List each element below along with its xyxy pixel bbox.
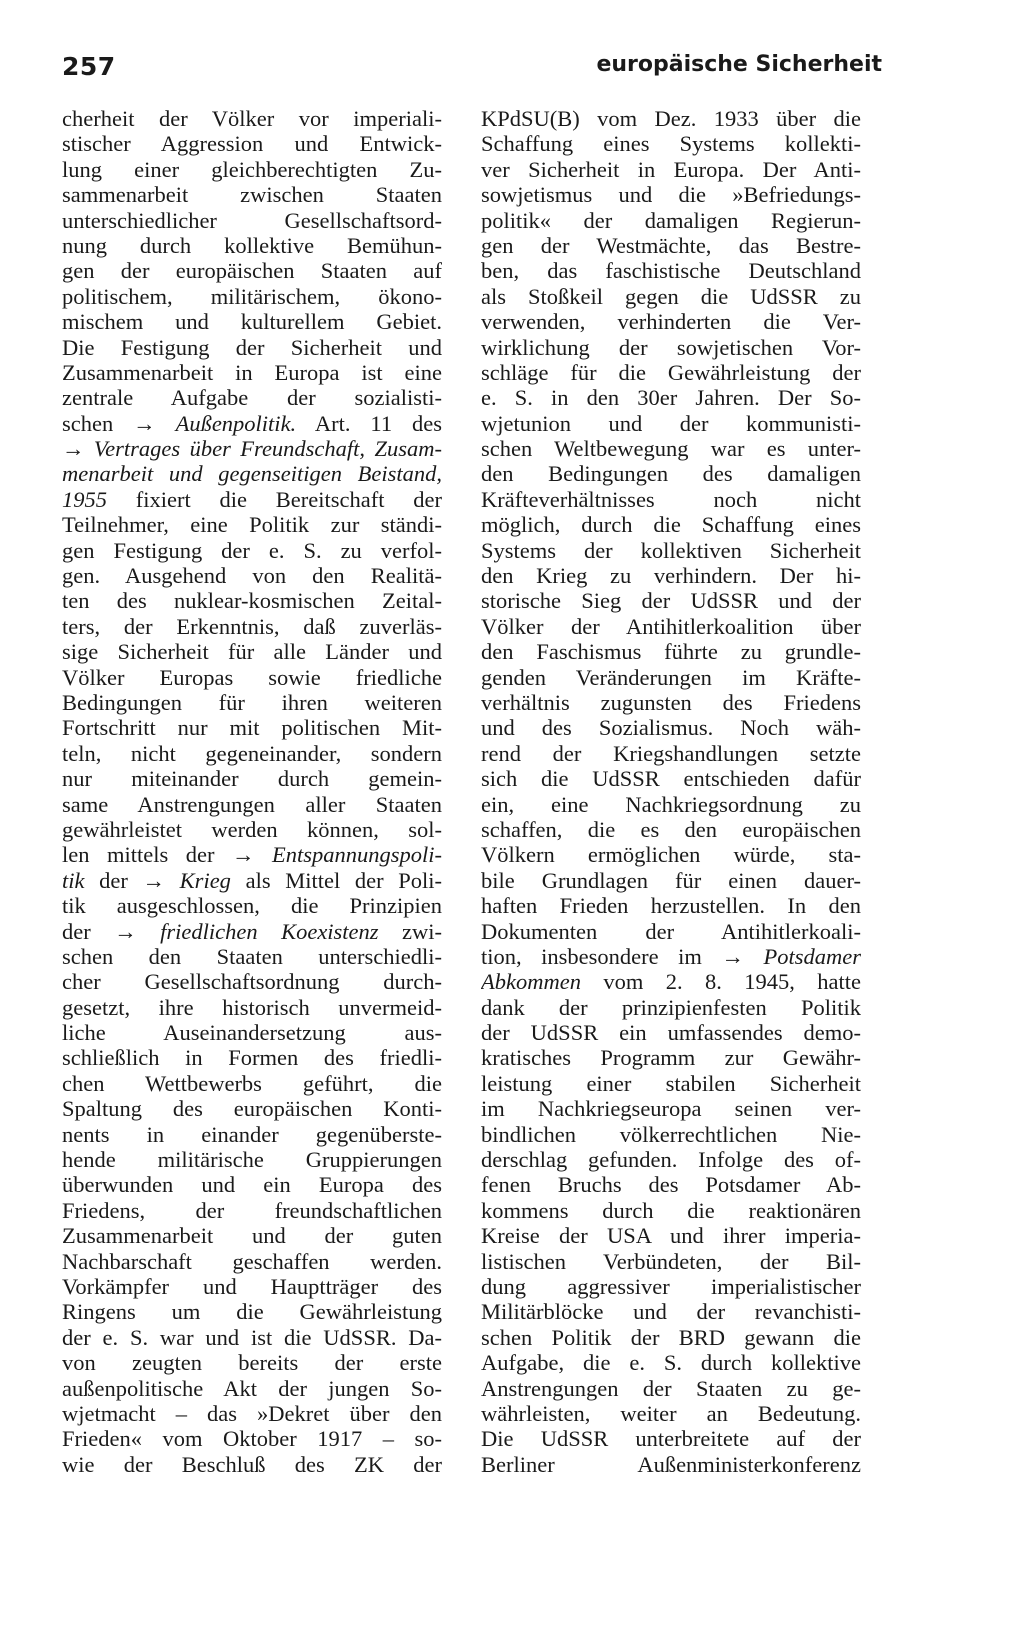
text-line: haften Frieden herzustellen. In den: [481, 893, 861, 919]
text-line: Dokumenten der Antihitlerkoali-: [481, 918, 861, 944]
arrow-icon: →: [62, 436, 85, 462]
text-segment: als Mittel der Poli-: [230, 867, 442, 893]
text-line: mischem und kulturellem Gebiet.: [62, 309, 442, 335]
text-line: politischem, militärischem, ökono-: [62, 283, 442, 309]
text-line: schließlich in Formen des friedli-: [62, 1045, 442, 1071]
text-line: [481, 944, 861, 969]
text-line: Die Festigung der Sicherheit und: [62, 334, 442, 360]
arrow-icon: →: [114, 918, 137, 944]
text-line: ver Sicherheit in Europa. Der Anti-: [481, 156, 861, 182]
text-line: unterschiedlicher Gesellschaftsord-: [62, 207, 442, 233]
text-line: schläge für die Gewährleistung der: [481, 359, 861, 385]
text-line: kratisches Programm zur Gewähr-: [481, 1045, 861, 1071]
text-line: Systems der kollektiven Sicherheit: [481, 537, 861, 563]
text-line: Ringens um die Gewährleistung: [62, 1299, 442, 1325]
text-segment: Art. 11 des: [296, 410, 442, 436]
text-line: [62, 461, 442, 486]
text-line: verhältnis zugunsten des Friedens: [481, 689, 861, 715]
text-line: genden Veränderungen im Kräfte-: [481, 664, 861, 690]
text-line: wie der Beschluß des ZK der: [62, 1451, 442, 1477]
cross-reference-entspannungspolitik-cont[interactable]: tik: [62, 867, 85, 893]
text-line: gen. Ausgehend von den Realitä-: [62, 563, 442, 589]
text-line: ben, das faschistische Deutschland: [481, 258, 861, 284]
text-line: Friedens, der freundschaftlichen: [62, 1197, 442, 1223]
text-line: Kreise der USA und ihrer imperia-: [481, 1223, 861, 1249]
text-line: Vorkämpfer und Hauptträger des: [62, 1273, 442, 1299]
text-line: Zusammenarbeit und der guten: [62, 1223, 442, 1249]
text-line: cher Gesellschaftsordnung durch-: [62, 969, 442, 995]
text-line: Berliner Außenministerkonferenz: [481, 1451, 861, 1477]
text-line: der UdSSR ein umfassendes demo-: [481, 1020, 861, 1046]
text-line: Anstrengungen der Staaten zu ge-: [481, 1375, 861, 1401]
text-line: Frieden« vom Oktober 1917 – so-: [62, 1426, 442, 1452]
text-line: wjetunion und der kommunisti-: [481, 410, 861, 436]
text-line: teln, nicht gegeneinander, sondern: [62, 740, 442, 766]
text-segment: zwi-: [378, 918, 442, 944]
text-line: same Anstrengungen aller Staaten: [62, 791, 442, 817]
text-line: außenpolitische Akt der jungen So-: [62, 1375, 442, 1401]
text-line: zentrale Aufgabe der sozialisti-: [62, 385, 442, 411]
text-line: Nachbarschaft geschaffen werden.: [62, 1248, 442, 1274]
text-line: Spaltung des europäischen Konti-: [62, 1096, 442, 1122]
arrow-icon: →: [721, 943, 744, 969]
text-line: gen Festigung der e. S. zu verfol-: [62, 537, 442, 563]
text-line: sowjetismus und die »Befriedungs-: [481, 182, 861, 208]
text-line: Zusammenarbeit in Europa ist eine: [62, 359, 442, 385]
cross-reference-aussenpolitik[interactable]: Außenpolitik.: [175, 410, 297, 436]
text-line: [62, 411, 442, 436]
text-line: schen den Staaten unterschiedli-: [62, 943, 442, 969]
running-head: europäische Sicherheit: [596, 52, 882, 77]
cross-reference-vertrag-year[interactable]: 1955: [62, 486, 107, 512]
text-line: verwenden, verhinderten die Ver-: [481, 309, 861, 335]
text-line: schen Politik der BRD gewann die: [481, 1324, 861, 1350]
text-segment: fixiert die Bereitschaft der: [107, 486, 442, 512]
text-line: [62, 919, 442, 944]
cross-reference-entspannungspolitik[interactable]: Entspannungspoli-: [254, 842, 442, 868]
text-line: als Stoßkeil gegen die UdSSR zu: [481, 283, 861, 309]
text-line: Völker Europas sowie friedliche: [62, 664, 442, 690]
text-line: e. S. in den 30er Jahren. Der So-: [481, 385, 861, 411]
text-line: Militärblöcke und der revanchisti-: [481, 1299, 861, 1325]
arrow-icon: →: [133, 410, 156, 436]
text-line: nur miteinander durch gemein-: [62, 766, 442, 792]
text-segment: schen: [62, 410, 134, 436]
text-segment: tion, insbesondere im: [481, 943, 722, 969]
text-line: hende militärische Gruppierungen: [62, 1147, 442, 1173]
text-line: schen Weltbewegung war es unter-: [481, 436, 861, 462]
arrow-icon: →: [142, 867, 166, 893]
text-line: Völkern ermöglichen würde, sta-: [481, 842, 861, 868]
text-line: nung durch kollektive Bemühun-: [62, 232, 442, 258]
text-line: wirklichung der sowjetischen Vor-: [481, 334, 861, 360]
text-line: ten des nuklear-kosmischen Zeital-: [62, 588, 442, 614]
text-line: ters, der Erkenntnis, daß zuverläs-: [62, 613, 442, 639]
text-segment: der: [62, 918, 115, 944]
right-text-column: [481, 106, 861, 1477]
text-line: bindlichen völkerrechtlichen Nie-: [481, 1121, 861, 1147]
text-line: derschlag gefunden. Infolge des of-: [481, 1147, 861, 1173]
cross-reference-potsdamer-abkommen-cont[interactable]: Abkommen: [481, 969, 581, 995]
text-line: gewährleistet werden können, sol-: [62, 816, 442, 842]
text-segment: len mittels der: [62, 842, 232, 868]
text-line: lung einer gleichberechtigten Zu-: [62, 156, 442, 182]
text-line: storische Sieg der UdSSR und der: [481, 588, 861, 614]
text-line: leistung einer stabilen Sicherheit: [481, 1070, 861, 1096]
text-line: wjetmacht – das »Dekret über den: [62, 1400, 442, 1426]
text-line: sige Sicherheit für alle Länder und: [62, 639, 442, 665]
text-line: dank der prinzipienfesten Politik: [481, 994, 861, 1020]
text-line: dung aggressiver imperialistischer: [481, 1273, 861, 1299]
text-line: den Krieg zu verhindern. Der hi-: [481, 563, 861, 589]
text-line: währleisten, weiter an Bedeutung.: [481, 1400, 861, 1426]
text-line: Teilnehmer, eine Politik zur ständi-: [62, 512, 442, 538]
cross-reference-vertrag[interactable]: Vertrages über Freundschaft, Zusam-: [84, 436, 442, 462]
text-line: Fortschritt nur mit politischen Mit-: [62, 715, 442, 741]
cross-reference-vertrag-cont[interactable]: menarbeit und gegenseitigen Beistand,: [62, 461, 442, 487]
text-line: gesetzt, ihre historisch unvermeid-: [62, 994, 442, 1020]
page-number: 257: [62, 52, 116, 81]
text-line: gen der Westmächte, das Bestre-: [481, 232, 861, 258]
text-line: bile Grundlagen für einen dauer-: [481, 867, 861, 893]
text-line: rend der Kriegshandlungen setzte: [481, 740, 861, 766]
text-line: Schaffung eines Systems kollekti-: [481, 131, 861, 157]
text-line: stischer Aggression und Entwick-: [62, 131, 442, 157]
text-line: fenen Bruchs des Potsdamer Ab-: [481, 1172, 861, 1198]
text-line: [62, 487, 442, 512]
text-line: den Faschismus führte zu grundle-: [481, 639, 861, 665]
text-line: überwunden und ein Europa des: [62, 1172, 442, 1198]
text-line: chen Wettbewerbs geführt, die: [62, 1070, 442, 1096]
cross-reference-koexistenz[interactable]: friedlichen Koexistenz: [136, 918, 379, 944]
text-line: nents in einander gegenüberste-: [62, 1121, 442, 1147]
cross-reference-potsdamer-abkommen[interactable]: Potsdamer: [743, 943, 861, 969]
cross-reference-krieg[interactable]: Krieg: [165, 867, 231, 893]
text-line: schaffen, die es den europäischen: [481, 816, 861, 842]
text-line: ein, eine Nachkriegsordnung zu: [481, 791, 861, 817]
text-line: Kräfteverhältnisses noch nicht: [481, 486, 861, 512]
text-line: der e. S. war und ist die UdSSR. Da-: [62, 1324, 442, 1350]
text-line: listischen Verbündeten, der Bil-: [481, 1248, 861, 1274]
text-line: [62, 868, 442, 893]
text-segment: der: [84, 867, 143, 893]
text-segment: vom 2. 8. 1945, hatte: [580, 969, 861, 995]
text-line: [62, 842, 442, 867]
text-line: möglich, durch die Schaffung eines: [481, 512, 861, 538]
text-line: Aufgabe, die e. S. durch kollektive: [481, 1350, 861, 1376]
text-line: Die UdSSR unterbreitete auf der: [481, 1426, 861, 1452]
text-line: kommens durch die reaktionären: [481, 1197, 861, 1223]
text-line: gen der europäischen Staaten auf: [62, 258, 442, 284]
left-text-column: [62, 106, 442, 1477]
text-line: [481, 969, 861, 994]
text-line: cherheit der Völker vor imperiali-: [62, 106, 442, 131]
text-line: sammenarbeit zwischen Staaten: [62, 182, 442, 208]
text-line: [62, 436, 442, 461]
text-line: politik« der damaligen Regierun-: [481, 207, 861, 233]
text-line: sich die UdSSR entschieden dafür: [481, 766, 861, 792]
text-line: von zeugten bereits der erste: [62, 1350, 442, 1376]
text-line: im Nachkriegseuropa seinen ver-: [481, 1096, 861, 1122]
text-line: liche Auseinandersetzung aus-: [62, 1020, 442, 1046]
text-line: tik ausgeschlossen, die Prinzipien: [62, 893, 442, 919]
text-line: Völker der Antihitlerkoalition über: [481, 613, 861, 639]
arrow-icon: →: [231, 842, 255, 868]
text-line: den Bedingungen des damaligen: [481, 461, 861, 487]
text-line: und des Sozialismus. Noch wäh-: [481, 715, 861, 741]
text-line: Bedingungen für ihren weiteren: [62, 689, 442, 715]
text-line: KPdSU(B) vom Dez. 1933 über die: [481, 106, 861, 131]
